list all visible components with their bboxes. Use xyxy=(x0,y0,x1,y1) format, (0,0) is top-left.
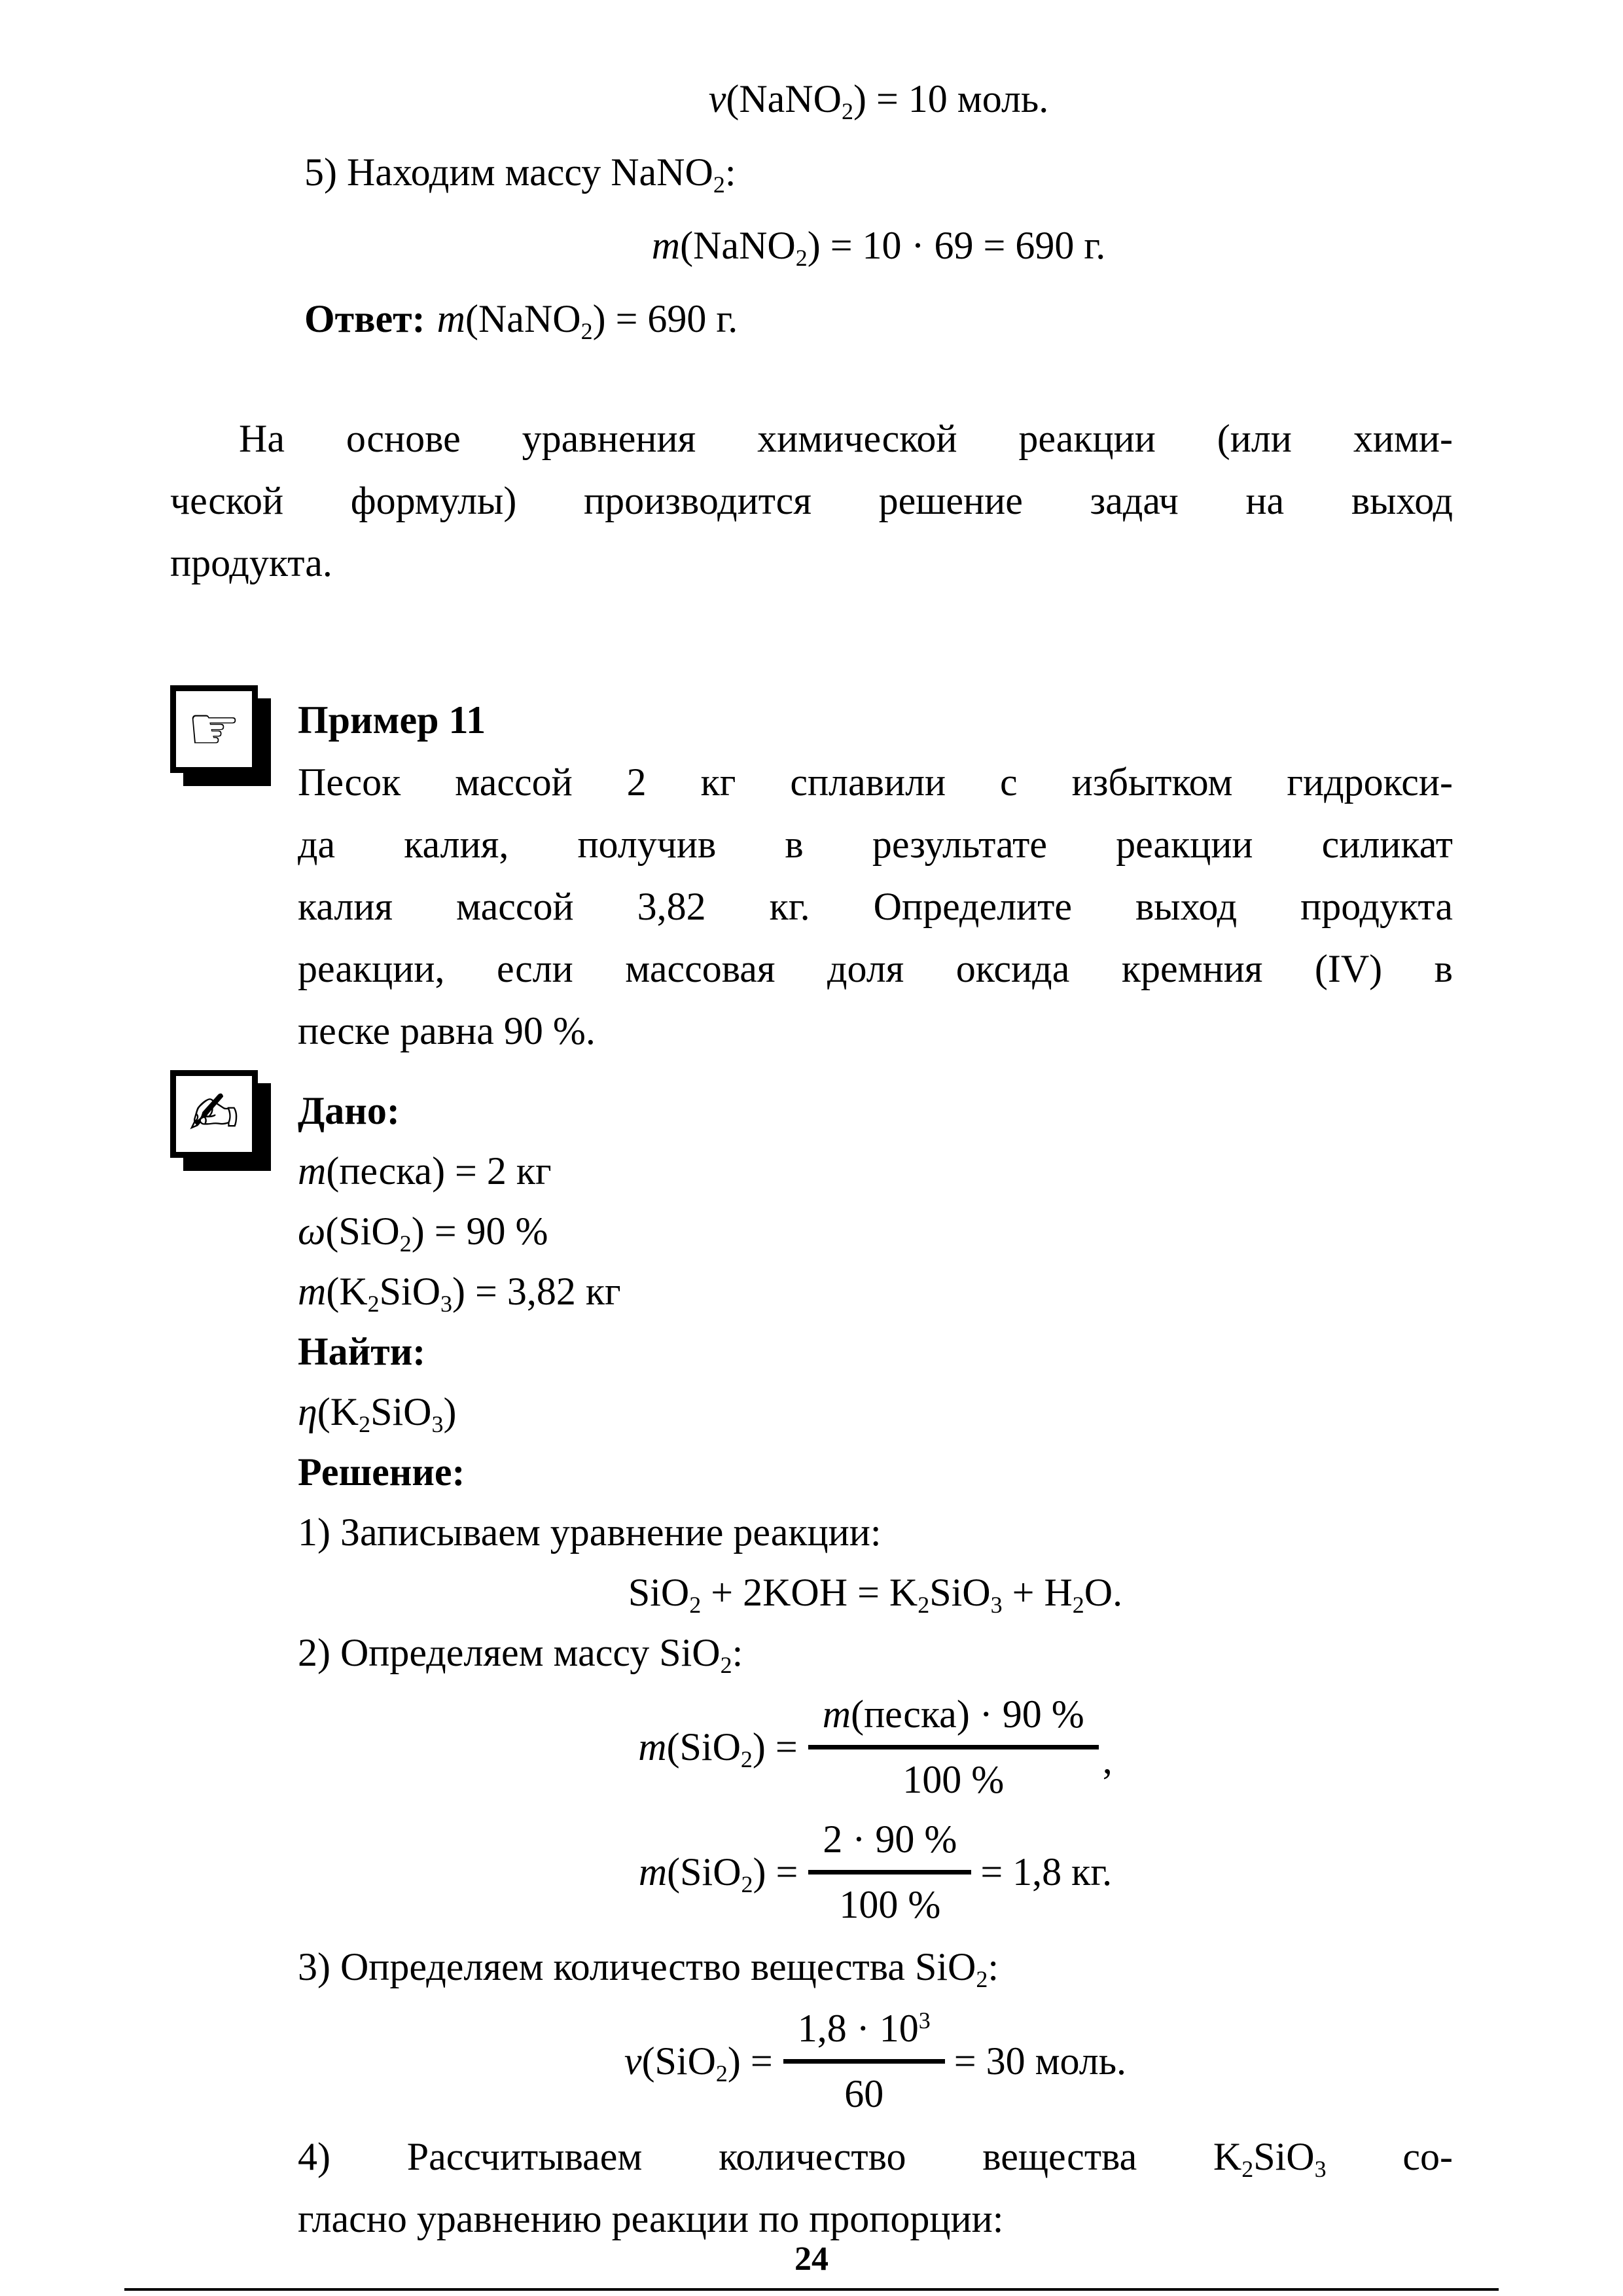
writing-hand-icon xyxy=(170,1070,258,1158)
given-item-mass-sand: m(песка) = 2 кг xyxy=(298,1149,552,1193)
text-line: калия массой 3,82 кг. Определите выход продукта xyxy=(298,885,1453,928)
formula-lhs: m(SiO$_2$) = xyxy=(638,1725,798,1772)
intro-paragraph xyxy=(170,408,1453,594)
solution-label: Решение: xyxy=(298,1450,465,1494)
formula-lhs: m(SiO$_2$) = xyxy=(638,1850,798,1897)
text-line: Песок массой 2 кг сплавили с избытком гидрокси- xyxy=(298,761,1453,804)
pointing-hand-glyph: ☞ xyxy=(187,694,241,764)
formula-rhs: = 1,8 кг. xyxy=(980,1850,1113,1893)
step5-text: 5) Находим массу NaNO$_2$: xyxy=(304,151,736,198)
given-item-omega-sio2: ω(SiO$_2$) = 90 % xyxy=(298,1210,548,1257)
problem-text xyxy=(298,751,1453,1062)
solution-step4 xyxy=(298,2126,1453,2250)
text-line: На основе уравнения химической реакции (или хими- xyxy=(239,417,1453,460)
text-line: ческой формулы) производится решение задач на выход xyxy=(170,479,1453,522)
given-solution-block xyxy=(188,1079,1453,2250)
fraction-numerator: m(песка) · 90 % xyxy=(808,1687,1099,1749)
text-line: 4) Рассчитываем количество вещества $K_2SiO_3$ со- xyxy=(298,2135,1453,2182)
solution-step3: 3) Определяем количество вещества SiO$_2$: xyxy=(298,1945,999,1992)
mass-sio2-general-formula xyxy=(298,1687,1453,1808)
fraction xyxy=(808,1687,1099,1808)
example-block xyxy=(187,689,1453,1062)
answer-value: m(NaNO$_2$) = 690 г. xyxy=(437,297,738,344)
example-title: Пример 11 xyxy=(298,698,486,742)
text-line: песке равна 90 %. xyxy=(298,1009,596,1052)
text-line: продукта. xyxy=(170,541,332,584)
moles-sio2-formula xyxy=(298,2001,1453,2122)
bottom-rule xyxy=(124,2288,1499,2291)
formula-rhs: = 30 моль. xyxy=(954,2039,1127,2083)
page-number: 24 xyxy=(794,2240,829,2278)
fraction-denominator: 100 % xyxy=(902,1758,1005,1801)
formula-lhs: ν(SiO$_2$) = xyxy=(624,2039,773,2087)
given-item-mass-k2sio3: $m(K_2SiO_3) = 3,82$ кг xyxy=(298,1270,621,1317)
find-value: $\eta(K_2SiO_3)$ xyxy=(298,1390,457,1437)
step5-line xyxy=(170,135,1453,209)
reaction-equation: $SiO_2 + 2KOH = K_2SiO_3 + H_2O$. xyxy=(628,1571,1123,1618)
formula-rhs: , xyxy=(1102,1738,1113,1782)
fraction xyxy=(808,1812,971,1933)
fraction-denominator: 60 xyxy=(844,2072,884,2115)
answer-label: Ответ: xyxy=(304,297,425,340)
solution-step1: 1) Записываем уравнение реакции: xyxy=(298,1511,882,1554)
formula-text: m(NaNO$_2$) = 10 · 69 = 690 г. xyxy=(651,224,1106,271)
fraction-denominator: 100 % xyxy=(839,1883,941,1926)
answer-line xyxy=(170,282,1453,355)
fraction-numerator: $1,8 \cdot 10^3$ xyxy=(783,2001,945,2064)
fraction-numerator: 2 · 90 % xyxy=(808,1812,971,1874)
pointing-hand-icon xyxy=(170,685,258,773)
fraction xyxy=(783,2001,945,2122)
find-label: Найти: xyxy=(298,1330,426,1373)
given-label: Дано: xyxy=(298,1089,400,1132)
solution-step2: 2) Определяем массу SiO$_2$: xyxy=(298,1631,743,1678)
formula-text: ν(NaNO$_2$) = 10 моль. xyxy=(708,77,1049,124)
formula-nu-nano2 xyxy=(304,62,1453,135)
text-line: реакции, если массовая доля оксида кремния (IV) в xyxy=(298,947,1453,990)
writing-hand-glyph: ✍ xyxy=(188,1079,240,1149)
formula-m-nano2 xyxy=(304,209,1453,282)
text-line: да калия, получив в результате реакции силикат xyxy=(298,823,1453,866)
previous-solution-block xyxy=(170,62,1453,355)
text-line: гласно уравнению реакции по пропорции: xyxy=(298,2197,1004,2240)
mass-sio2-numeric-formula xyxy=(298,1812,1453,1933)
